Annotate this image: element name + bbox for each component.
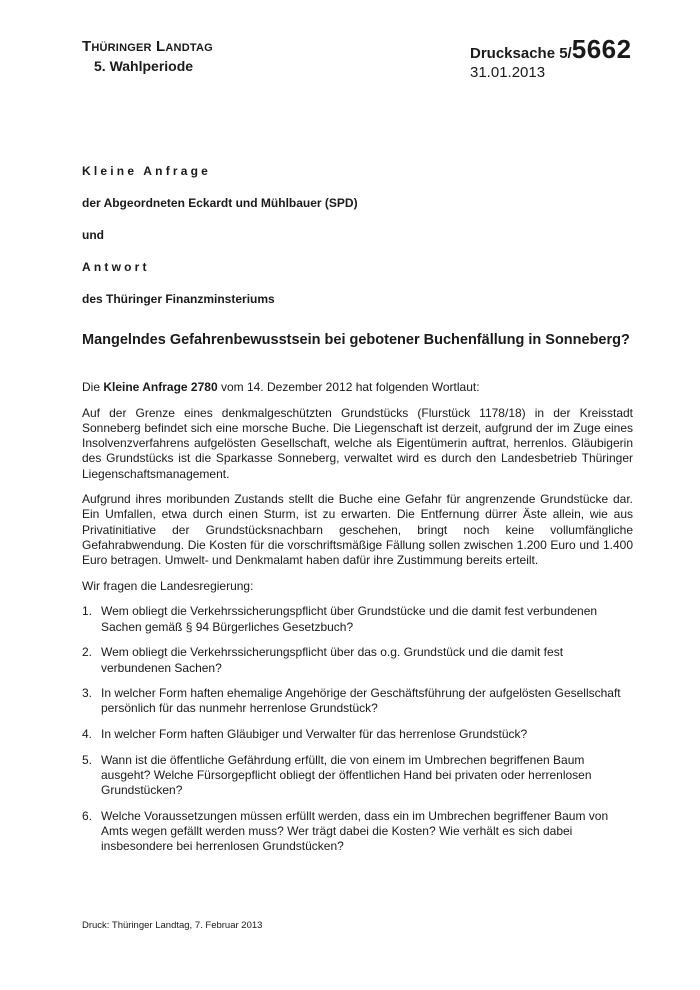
question-item: 5. Wann ist die öffentliche Gefährdung erfüllt, die von einem im Umbrechen begriffenen Baum ausgeht? Welche Fürsorgepflicht obliegt der öffentlichen Hand bei privaten oder herrenlosen Grundstücken?: [82, 752, 592, 798]
kleine-anfrage-heading: Kleine Anfrage: [82, 164, 212, 178]
question-item: 4. In welcher Form haften Gläubiger und Verwalter für das herrenlose Grundstück?: [82, 727, 528, 742]
antwort-heading: Antwort: [82, 260, 150, 274]
document-body: [82, 380, 633, 865]
drucksache-number: 5662: [571, 34, 632, 64]
document-subject: Mangelndes Gefahrenbewusstsein bei gebotener Buchenfällung in Sonneberg?: [82, 332, 630, 348]
question-item: 3. In welcher Form haften ehemalige Angehörige der Geschäftsführung der aufgelösten Gesellschaft persönlich für das nunmehr herrenlose Grundstück?: [82, 686, 621, 716]
authors-line: der Abgeordneten Eckardt und Mühlbauer (SPD): [82, 196, 358, 210]
lead-paragraph: Die Kleine Anfrage 2780 vom 14. Dezember 2012 hat folgenden Wortlaut:: [82, 380, 480, 394]
drucksache-label: Drucksache 5/: [470, 45, 572, 62]
document-date: 31.01.2013: [470, 64, 546, 81]
institution-name: THÜRINGER LANDTAG: [82, 38, 213, 55]
print-footer: Druck: Thüringer Landtag, 7. Februar 2013: [82, 920, 263, 931]
legislative-period: 5. Wahlperiode: [94, 58, 194, 74]
question-item: 2. Wem obliegt die Verkehrssicherungspflicht über das o.g. Grundstück und die damit fest verbundenen Sachen?: [82, 645, 564, 675]
und-line: und: [82, 228, 104, 242]
header-right: [470, 34, 632, 81]
question-list: [82, 604, 633, 854]
question-intro: Wir fragen die Landesregierung:: [82, 578, 254, 593]
question-item: 6. Welche Voraussetzungen müssen erfüllt werden, dass ein im Umbrechen begriffener Baum von Amts wegen gefällt werden muss? Wer trägt dabei die Kosten? Wie verhält es sich dabei insbesondere bei herrenlosen Grundstücken?: [82, 808, 609, 854]
header-left: [82, 38, 213, 75]
document-number: [470, 34, 632, 65]
ministry-line: des Thüringer Finanzminsteriums: [82, 292, 275, 306]
paragraph-1: Auf der Grenze eines denkmalgeschützten Grundstücks (Flurstück 1178/18) in der Kreisstadt Sonneberg befindet sich eine morsche Buche. Die Liegenschaft ist derzeit, aufgrund der im Zuge eines Insolvenzverfahrens aufgelösten Gesellschaft, welche als Eigentümerin auftrat, herrenlos. Gläubigerin des Grundstücks ist die Sparkasse Sonneberg, verwaltet wird es durch den Landesbetrieb Thüringer Liegenschaftsmanagement.: [82, 405, 633, 481]
question-item: 1. Wem obliegt die Verkehrssicherungspflicht über Grundstücke und die damit fest verbundenen Sachen gemäß § 94 Bürgerliches Gesetzbuch?: [82, 604, 598, 634]
paragraph-2: Aufgrund ihres moribunden Zustands stellt die Buche eine Gefahr für angrenzende Grundstücke dar. Ein Umfallen, etwa durch einen Sturm, ist zu erwarten. Die Entfernung dürrer Äste allein, wie aus Privatinitiative der Grundstücksnachbarn geschehen, bringt noch keine vollumfängliche Gefahrabwendung. Die Kosten für die vorschriftsmäßige Fällung sollen zwischen 1.200 Euro und 1.400 Euro betragen. Umwelt- und Denkmalamt haben dafür ihre Zustimmung bereits erteilt.: [82, 492, 633, 568]
